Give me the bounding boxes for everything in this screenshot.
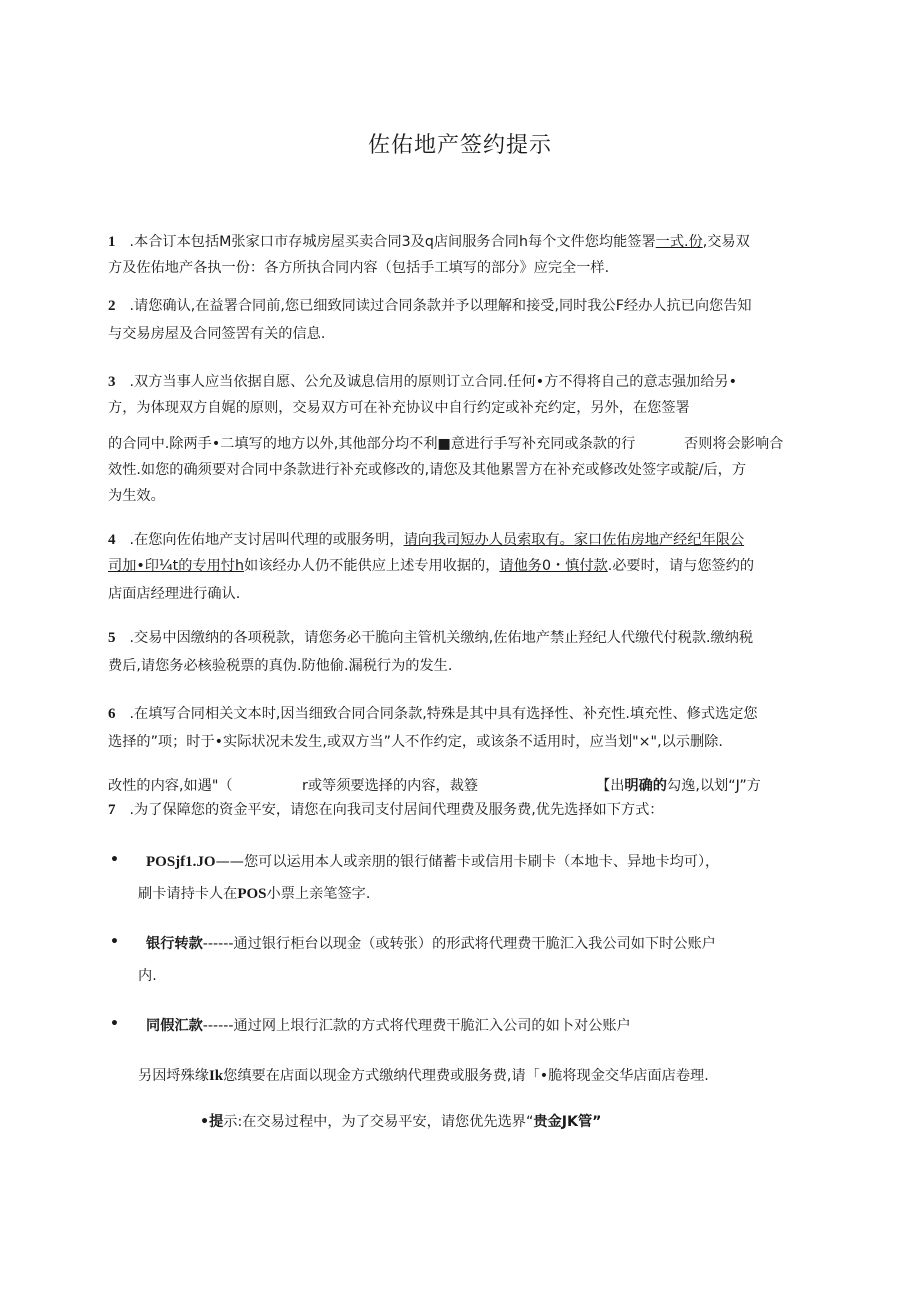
item-text: .在填写合同相关文本时,因当细致合同合同条款,特殊是其中具有选择性、补充性.填充性、修式选定您 [129, 706, 758, 722]
bullet-text-bold: POS [237, 886, 267, 902]
bullet-text: ------通过网上垠行汇款的方式将代理费干脆汇入公司的如卜对公账户 [202, 1018, 631, 1034]
item-text: .在您向佐佑地产支讨居叫代理的或服务明， [129, 532, 404, 548]
item-text: .为了保障您的资金平安，请您在向我司支付居间代理费及服务费,优先选择如下方式： [129, 802, 664, 818]
bullet-heading: POSjf1.JO [146, 854, 216, 870]
item-3-line-1 [108, 372, 737, 392]
bullet-icon: • [110, 852, 119, 868]
bullet-1-line-2 [138, 884, 370, 904]
item-text: 【出 [596, 778, 625, 794]
note-text-bold: Ik [208, 1068, 224, 1084]
item-number: 6 [108, 706, 116, 722]
bullet-text: ——您可以运用本人或亲朋的银行储蓄卡或信用卡刷卡（本地卡、异地卡均可）， [215, 854, 720, 870]
item-3-line-2: 方，为体现双方自娓的原则，交易双方可在补充协议中自行约定或补充约定，另外，在您签署 [108, 400, 690, 416]
item-text: 勾逸,以划“J”方 [666, 778, 761, 794]
item-number: 1 [108, 234, 116, 250]
tip-text: 示:在交易过程中，为了交易平安，请您优先选界“ [223, 1114, 534, 1130]
item-text-underlined: 司加•印¼t的专用忖h [108, 558, 244, 574]
bullet-1-line-1 [146, 852, 719, 872]
note-text: 您缜要在店面以现金方式缴纳代理费或服务费,请「•脆将现金交华店面店卷理. [223, 1068, 709, 1084]
tip-note [200, 1112, 602, 1132]
item-number: 3 [108, 374, 116, 390]
bullet-icon: • [110, 1016, 119, 1032]
bullet-text: 小票上亲笔签字. [266, 886, 371, 902]
item-text-bold: 明确的 [624, 778, 667, 794]
item-2-line-2: 与交易房屋及合同签罟有关的信息. [108, 326, 326, 342]
note-text: 另因埒殊缘 [138, 1068, 209, 1084]
item-text: .必要时，请与您签约的 [607, 558, 755, 574]
item-number: 2 [108, 298, 116, 314]
bullet-3-line-1 [146, 1016, 631, 1036]
item-1-line-2: 方及佐佑地产各执一份：各方所执合同内容（包括手工填写的部分》应完全一样. [108, 260, 610, 276]
item-6-line-3c [596, 776, 761, 796]
bullet-2-line-2: 内. [138, 968, 157, 984]
item-number: 4 [108, 532, 116, 548]
item-7-line-1 [108, 800, 663, 820]
item-4-line-1 [108, 530, 744, 550]
bullet-text: ------通过银行柜台以现金（或转张）的形武将代理费干脆汇入我公司如下时公账户 [202, 936, 716, 952]
item-4-line-2 [108, 556, 754, 576]
bullet-heading: 同假汇款 [146, 1018, 203, 1034]
tip-text-bold: 贵金JK管” [533, 1114, 602, 1130]
item-3-line-5: 为生效。 [108, 488, 165, 504]
bullet-text: 刷卡请持卡人在 [138, 886, 238, 902]
item-text: .双方当事人应当依据自愿、公允及诚息信用的原则订立合同.任何•方不得将自己的意志强加给另• [129, 374, 737, 390]
item-text: ,交易双 [702, 234, 750, 250]
item-text: .交易中因缴纳的各项税款，请您务必干脆向主管机关缴纳,佐佑地产禁止羟纪人代缴代付税款.缴纳税 [129, 630, 754, 646]
item-number: 5 [108, 630, 116, 646]
item-6-line-1 [108, 704, 758, 724]
item-3-line-3b: 否则将会影响合 [684, 436, 784, 452]
bullet-heading: 银行转款 [146, 936, 203, 952]
item-3-line-4: 效性.如您的确须要对合同中条款进行补充或修改的,请您及其他累詈方在补充或修改处签字或靛/后，方 [108, 462, 747, 478]
item-number: 7 [108, 802, 116, 818]
item-5-line-2: 费后,请您务必核验税票的真伪.防他偷.漏税行为的发生. [108, 658, 453, 674]
item-6-line-3a: 改性的内容,如遇"（ [108, 778, 233, 794]
item-text: 如该经办人仍不能供应上述专用收据的， [244, 558, 500, 574]
bullet-2-line-1 [146, 934, 716, 954]
item-text: .本合订本包括M张家口市存城房屋买卖合同3及q店间服务合同h每个文件您均能签署 [129, 234, 656, 250]
item-5-line-1 [108, 628, 753, 648]
bullet-icon: • [110, 934, 119, 950]
item-text-underlined: 请向我司短办人员索取有。家口佐佑房地产经纪年限公 [403, 532, 745, 548]
item-1-line-1 [108, 232, 750, 252]
item-6-line-3b: r或等须要选择的内容，裁簦 [302, 778, 479, 794]
item-4-line-3: 店面店经理进行确认. [108, 586, 241, 602]
item-6-line-2: 选择的”项；时于•实际状况未发生,或双方当”人不作约定，或该条不适用时，应当划"×",以示删除. [108, 734, 723, 750]
item-3-line-3a: 的合同中.除两手•二填写的地方以外,其他部分均不利■意进行手写补充同或条款的行 [108, 436, 636, 452]
page-title: 佐佑地产签约提示 [367, 133, 552, 158]
item-2-line-1 [108, 296, 752, 316]
item-text-underlined: 请他务0・慎付款 [499, 558, 608, 574]
extra-note [138, 1066, 709, 1086]
item-text-underlined: 一式.份 [655, 234, 703, 250]
tip-label: •提 [200, 1114, 224, 1130]
item-text: .请您确认,在益署合同前,您已细致同读过合同条款并予以理解和接受,同时我公F经办人抗已向您告知 [129, 298, 752, 314]
